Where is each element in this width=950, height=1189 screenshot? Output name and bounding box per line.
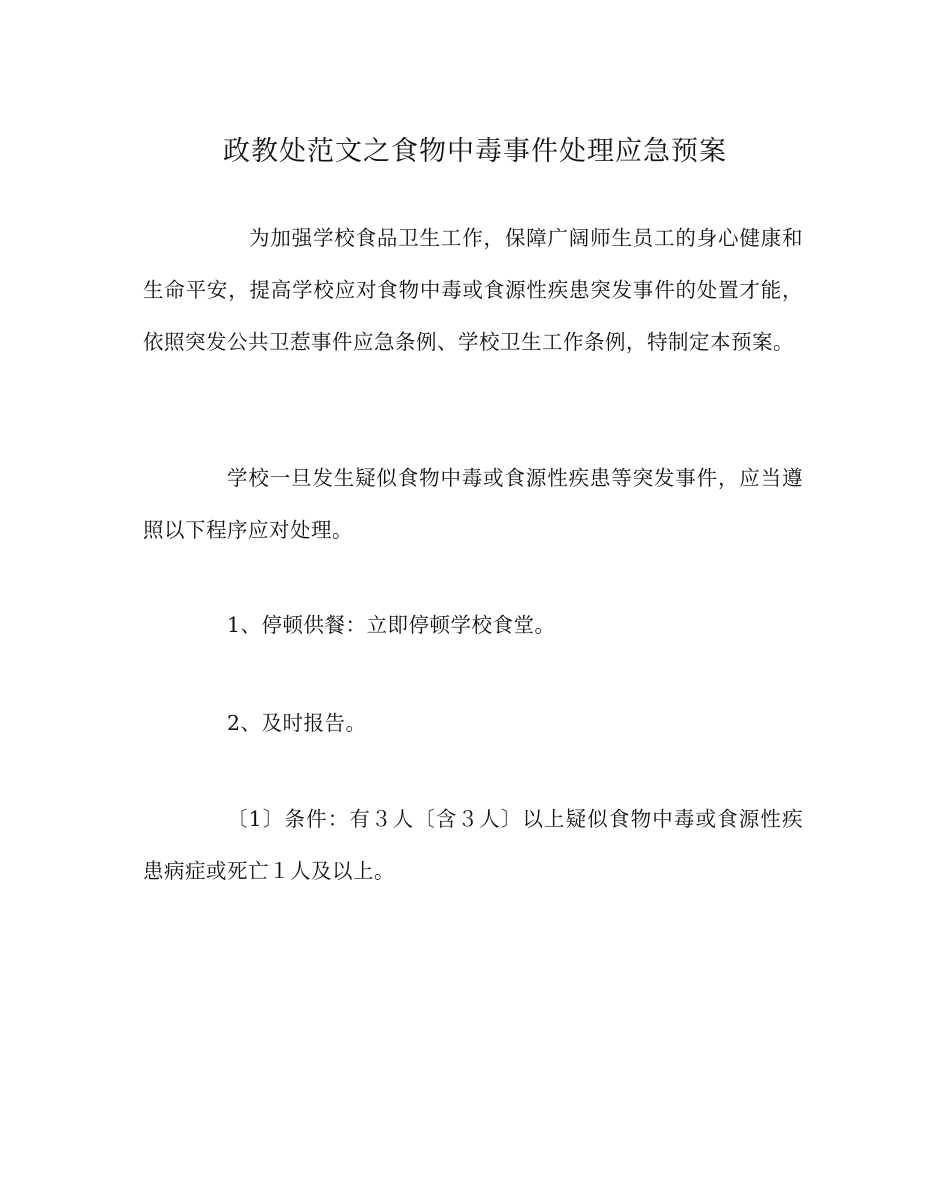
paragraph-step-2: 2、及时报告。: [227, 711, 367, 735]
paragraph-condition: 〔1〕条件：有３人〔含３人〕以上疑似食物中毒或食源性疾患病症或死亡１人及以上。: [143, 807, 803, 883]
paragraph-intro: 为加强学校食品卫生工作，保障广阔师生员工的身心健康和生命平安，提高学校应对食物中毒或食源性疾患突发事件的处置才能，依照突发公共卫惹事件应急条例、学校卫生工作条例，特制定本预案。: [143, 226, 803, 354]
paragraph-step-1: 1、停顿供餐：立即停顿学校食堂。: [227, 613, 556, 637]
document-title: 政教处范文之食物中毒事件处理应急预案: [223, 136, 727, 167]
paragraph-procedure: 学校一旦发生疑似食物中毒或食源性疾患等突发事件，应当遵照以下程序应对处理。: [143, 466, 803, 542]
